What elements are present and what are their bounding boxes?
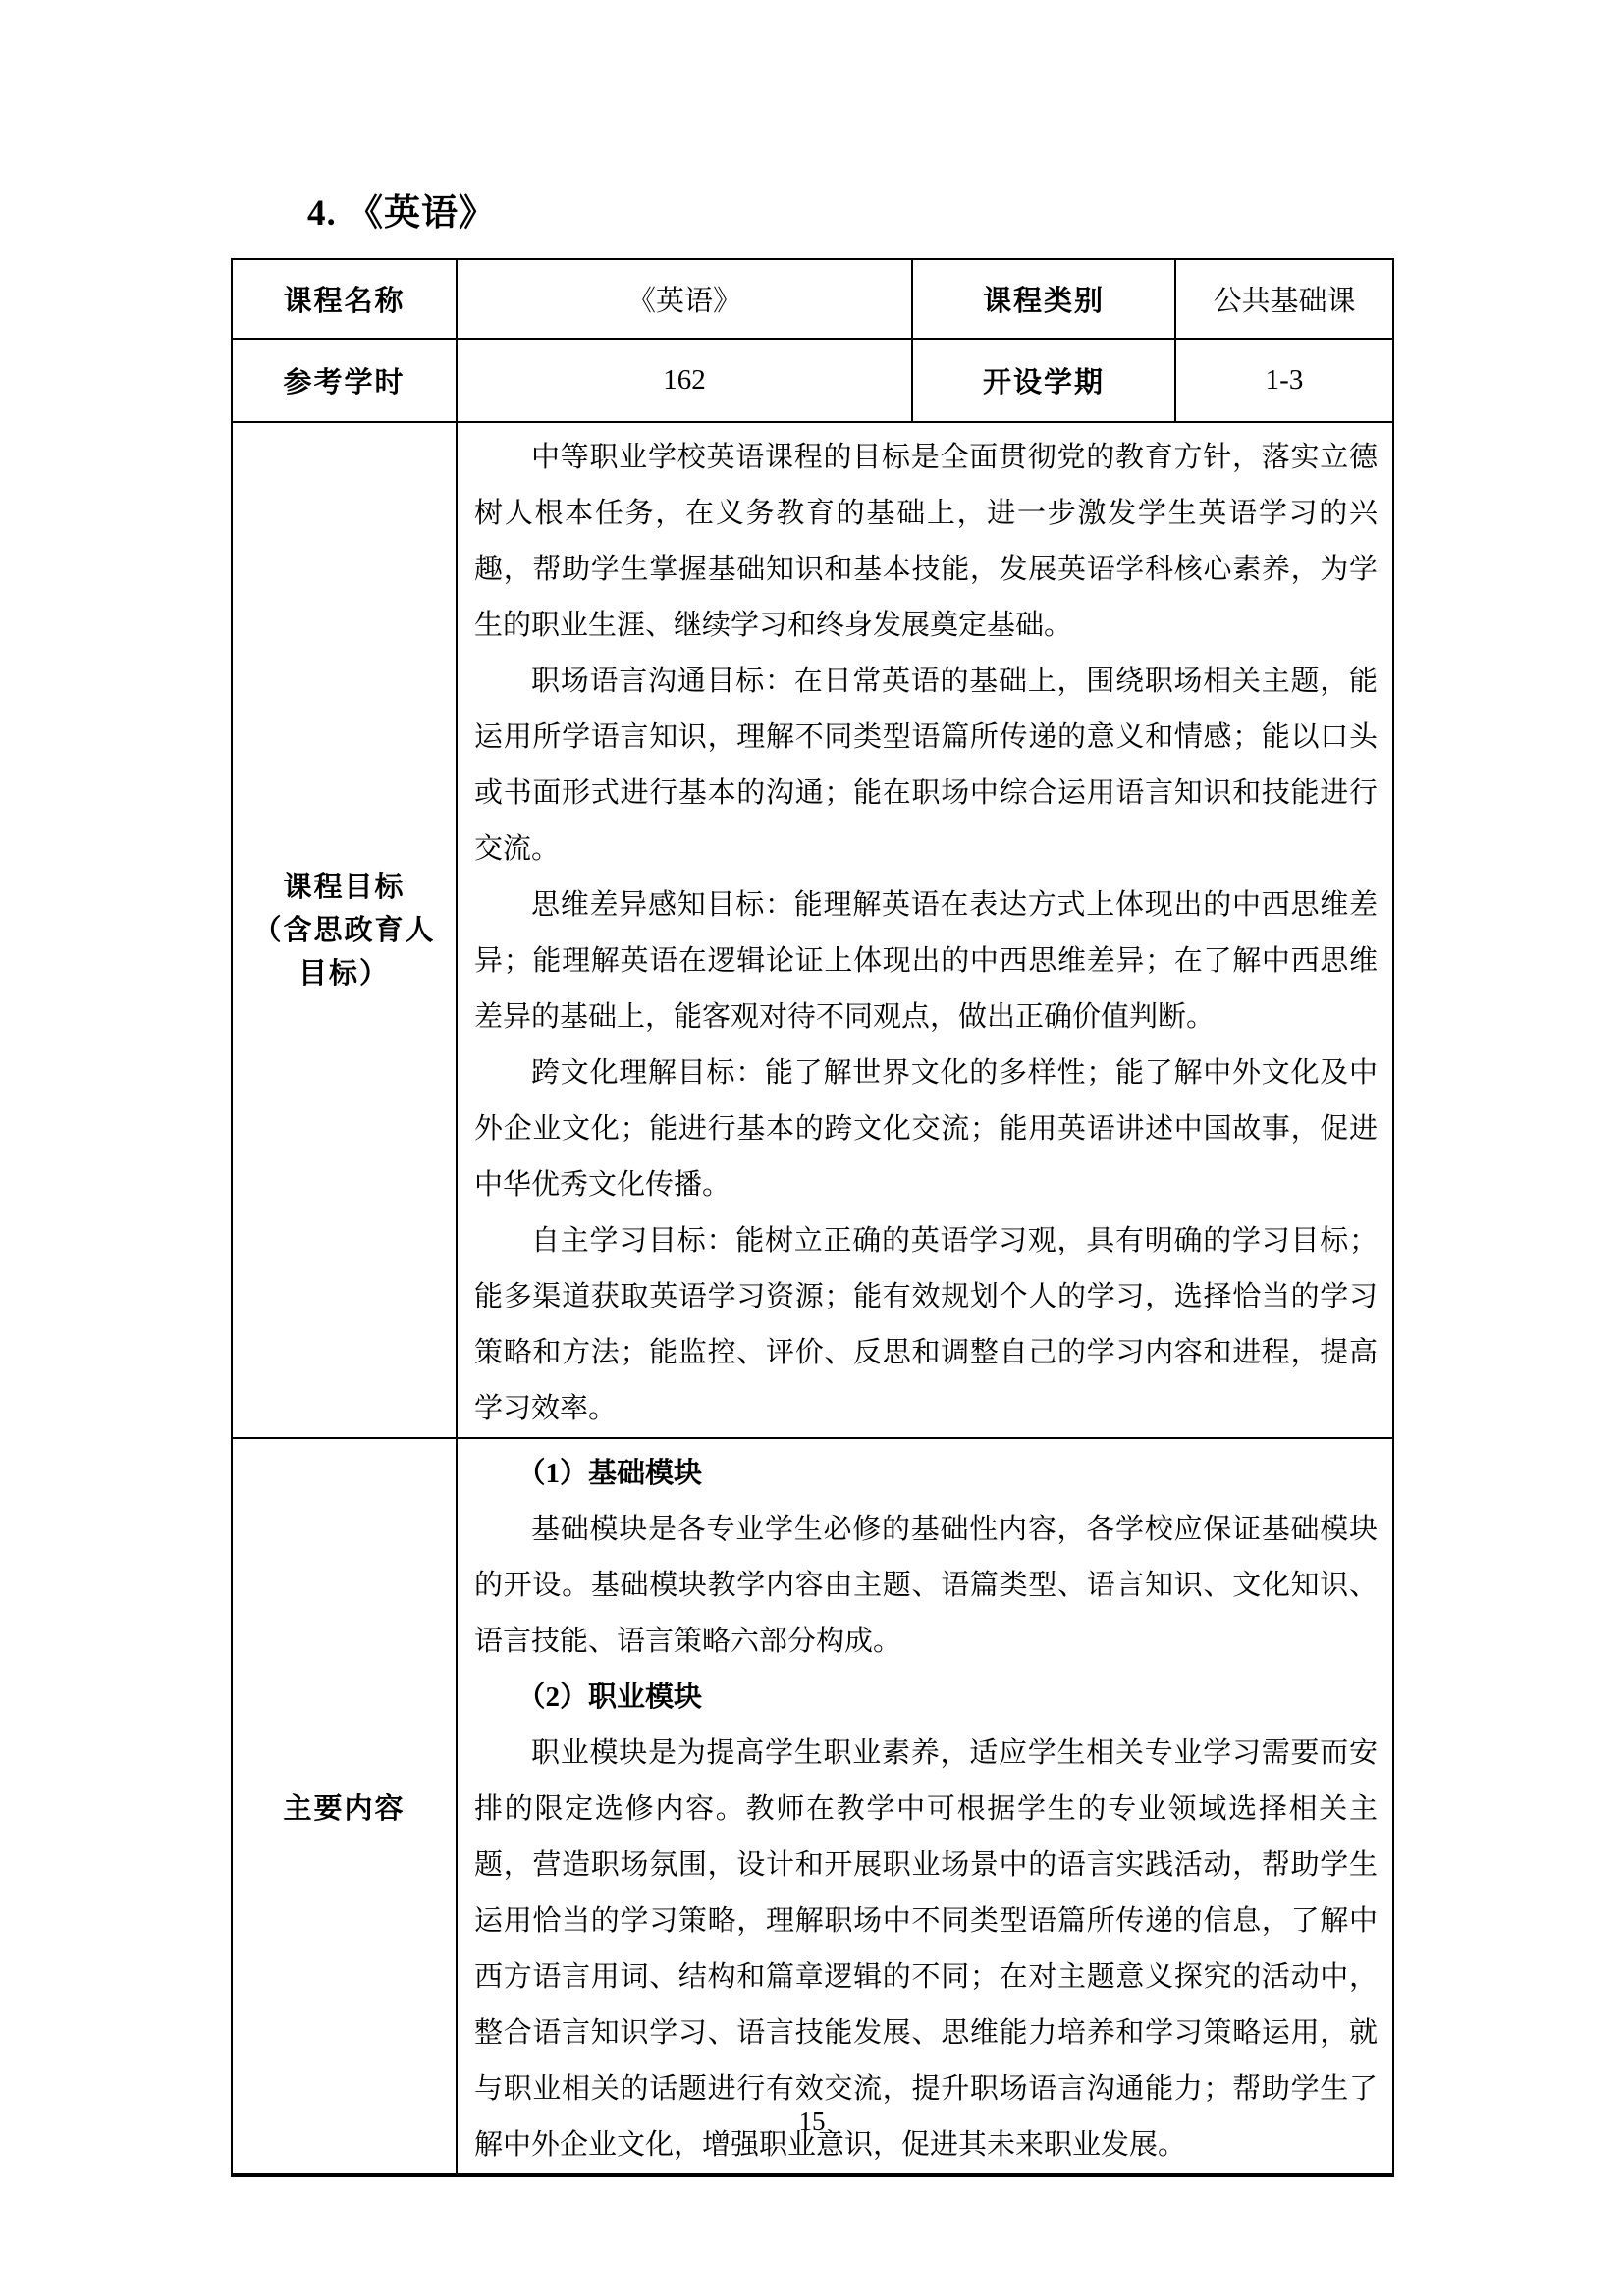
course-name-label: 课程名称 — [232, 259, 457, 339]
objectives-label-line1: 课程目标 — [283, 871, 406, 903]
section-heading: （2）职业模块 — [516, 1682, 703, 1713]
objectives-paragraph: 自主学习目标：能树立正确的英语学习观，具有明确的学习目标；能多渠道获取英语学习资源；能有效规划个人的学习，选择恰当的学习策略和方法；能监控、评价、反思和调整自己的学习内容和进程，提高学习效率。 — [474, 1225, 1378, 1424]
objectives-paragraph: 中等职业学校英语课程的目标是全面贯彻党的教育方针，落实立德树人根本任务，在义务教育的基础上，进一步激发学生英语学习的兴趣，帮助学生掌握基础知识和基本技能，发展英语学科核心素养，为学生的职业生涯、继续学习和终身发展奠定基础。 — [474, 442, 1378, 641]
section-body: 基础模块是各专业学生必修的基础性内容，各学校应保证基础模块的开设。基础模块教学内容由主题、语篇类型、语言知识、文化知识、语言技能、语言策略六部分构成。 — [474, 1514, 1378, 1657]
reference-hours-value: 162 — [457, 339, 912, 422]
course-name-value: 《英语》 — [457, 259, 912, 339]
objectives-label-line3: 目标） — [298, 957, 390, 989]
main-content-body — [457, 1438, 1393, 2175]
page-title: 4. 《英语》 — [307, 193, 496, 234]
objectives-paragraph: 跨文化理解目标：能了解世界文化的多样性；能了解中外文化及中外企业文化；能进行基本的跨文化交流；能用英语讲述中国故事，促进中华优秀文化传播。 — [474, 1057, 1378, 1201]
main-content-label: 主要内容 — [232, 1438, 457, 2175]
semester-value: 1-3 — [1175, 339, 1393, 422]
objectives-paragraph: 思维差异感知目标：能理解英语在表达方式上体现出的中西思维差异；能理解英语在逻辑论证上体现出的中西思维差异；在了解中西思维差异的基础上，能客观对待不同观点，做出正确价值判断。 — [474, 889, 1378, 1033]
objectives-paragraph: 职场语言沟通目标：在日常英语的基础上，围绕职场相关主题，能运用所学语言知识，理解不同类型语篇所传递的意义和情感；能以口头或书面形式进行基本的沟通；能在职场中综合运用语言知识和技能进行交流。 — [474, 666, 1378, 865]
table-row — [232, 1438, 1393, 2175]
table-row — [232, 339, 1393, 422]
course-type-label: 课程类别 — [912, 259, 1175, 339]
table-row — [232, 422, 1393, 1438]
semester-label: 开设学期 — [912, 339, 1175, 422]
table-row — [232, 259, 1393, 339]
reference-hours-label: 参考学时 — [232, 339, 457, 422]
section-heading: （1）基础模块 — [516, 1458, 703, 1489]
course-type-value: 公共基础课 — [1175, 259, 1393, 339]
section-body: 职业模块是为提高学生职业素养，适应学生相关专业学习需要而安排的限定选修内容。教师在教学中可根据学生的专业领域选择相关主题，营造职场氛围，设计和开展职业场景中的语言实践活动，帮助学生运用恰当的学习策略，理解职场中不同类型语篇所传递的信息，了解中西方语言用词、结构和篇章逻辑的不同；在对主题意义探究的活动中，整合语言知识学习、语言技能发展、思维能力培养和学习策略运用，就与职业相关的话题进行有效交流，提升职场语言沟通能力；帮助学生了解中外企业文化，增强职业意识，促进其未来职业发展。 — [474, 1737, 1378, 2161]
course-objectives-content — [457, 422, 1393, 1438]
course-info-table — [231, 258, 1394, 2177]
objectives-label-line2: （含思政育人 — [252, 914, 436, 946]
course-objectives-label — [232, 422, 457, 1438]
page-number: 15 — [798, 2107, 826, 2136]
